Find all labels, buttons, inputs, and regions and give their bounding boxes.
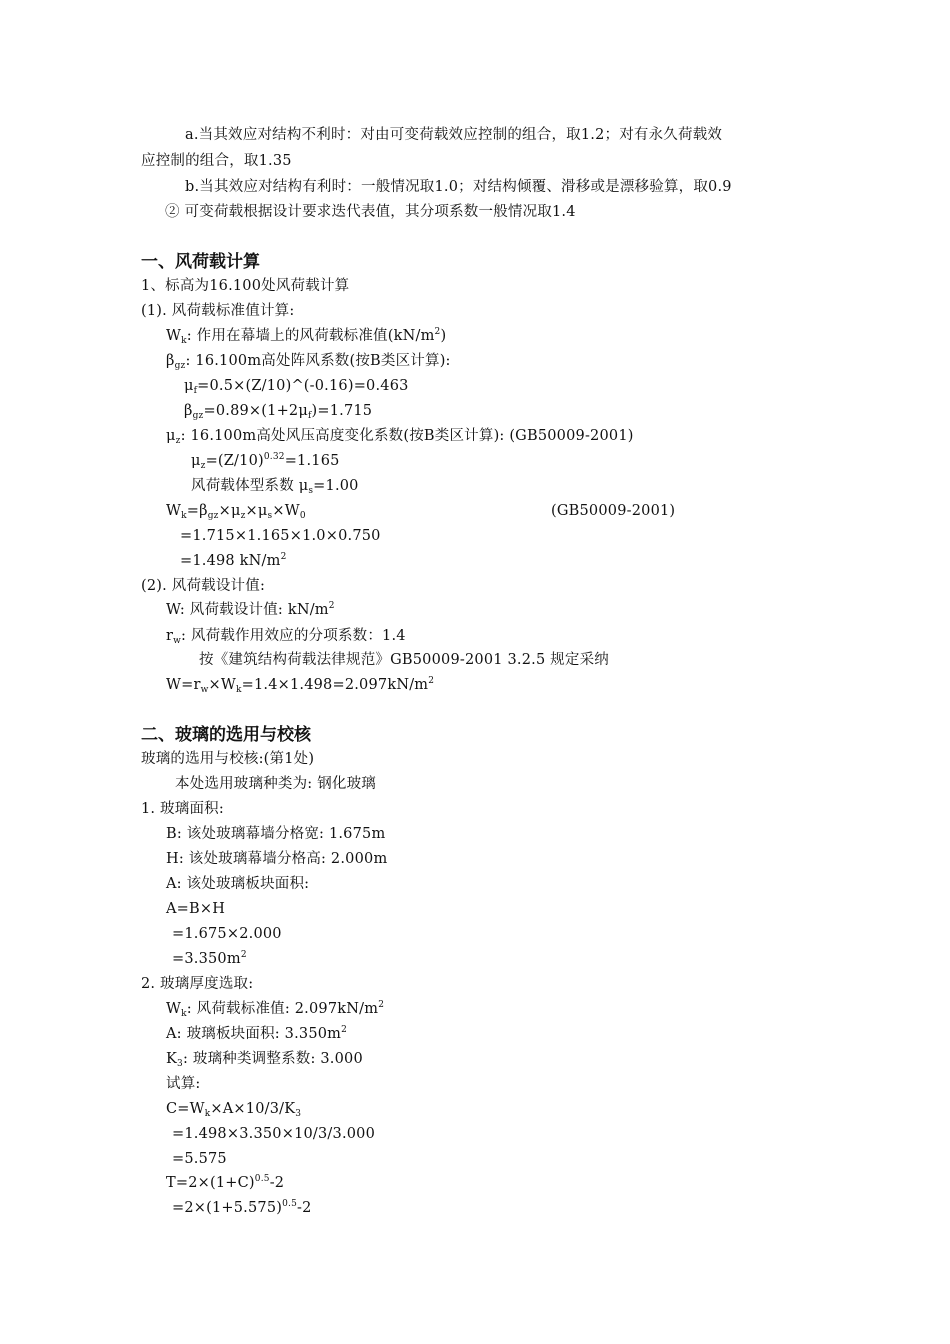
wind-sub1: 1、标高为16.100处风荷载计算 (141, 278, 350, 294)
section-heading-glass: 二、玻璃的选用与校核 (141, 725, 311, 745)
glass-s1: 1. 玻璃面积: (141, 801, 224, 817)
glass-area: A: 玻璃板块面积: $3.350m^2$ (166, 1025, 348, 1042)
intro-line-b: b.当其效应对结构有利时：一般情况取1.0；对结构倾覆、滑移或是漂移验算，取0.9 (185, 179, 732, 195)
muz-equation: $\mu_z=(Z/10)^{0.32}=1.165$ (191, 452, 340, 471)
c-formula: $C=W_k\times A\times 10/3/K_3$ (166, 1101, 302, 1119)
c-calc-2: =5.575 (172, 1151, 227, 1167)
glass-width: B: 该处玻璃幕墙分格宽: 1.675m (166, 826, 386, 842)
bgz-definition: $\beta_{gz}$: 16.100m高处阵风系数(按B类区计算): (166, 353, 451, 371)
intro-line-a1: a.当其效应对结构不利时：对由可变荷载效应控制的组合，取1.2；对有永久荷载效 (185, 127, 723, 143)
glass-area-calc-1: =1.675×2.000 (172, 926, 282, 942)
rw-reference: 按《建筑结构荷载法律规范》GB50009-2001 3.2.5 规定采纳 (199, 652, 609, 668)
rw-definition: $r_w$: 风荷载作用效应的分项系数：1.4 (166, 628, 406, 646)
wk-calc-1: =1.715×1.165×1.0×0.750 (180, 528, 381, 544)
wk-calc-2: =1.498 $kN/m^2$ (180, 552, 287, 569)
glass-area-label: A: 该处玻璃板块面积: (166, 876, 310, 892)
glass-intro: 玻璃的选用与校核:(第1处) (141, 751, 315, 767)
intro-line-a2: 应控制的组合，取1.35 (141, 153, 292, 169)
glass-area-calc-2: $=3.350m^2$ (172, 950, 247, 967)
w-formula: $W=r_w\times W_k=1.4\times 1.498=2.097kN/m^2$ (166, 676, 435, 695)
wind-p2: (2). 风荷载设计值: (141, 578, 266, 594)
wk-formula: $W_k=\beta_{gz}\times\mu_z\times\mu_s\times W_0$ (166, 503, 306, 521)
wk-definition: $W_k$: 作用在幕墙上的风荷载标准值$(kN/m^2)$ (166, 327, 447, 346)
intro-line-c: ② 可变荷载根据设计要求迭代表值，其分项系数一般情况取1.4 (165, 204, 576, 220)
glass-height: H: 该处玻璃幕墙分格高: 2.000m (166, 851, 388, 867)
bgz-equation: $\beta_{gz}=0.89\times(1+2\mu_f)=1.715$ (184, 403, 373, 421)
t-formula: $T=2\times(1+C)^{0.5}-2$ (166, 1174, 285, 1191)
wind-p1: (1). 风荷载标准值计算: (141, 303, 295, 319)
t-calc: $=2\times(1+5.575)^{0.5}-2$ (172, 1199, 312, 1216)
glass-wk: $W_k$: 风荷载标准值: $2.097kN/m^2$ (166, 1000, 385, 1019)
glass-area-formula: A=B×H (166, 901, 226, 917)
glass-s2: 2. 玻璃厚度选取: (141, 976, 254, 992)
muz-definition: $\mu_z$: 16.100m高处风压高度变化系数(按B类区计算): (GB50009-2001) (166, 428, 634, 446)
glass-type: 本处选用玻璃种类为: 钢化玻璃 (175, 776, 376, 792)
glass-trial: 试算: (166, 1076, 201, 1092)
section-heading-wind: 一、风荷载计算 (141, 252, 260, 272)
w-definition: W: 风荷载设计值: $kN/m^2$ (166, 601, 335, 618)
muf-equation: $\mu_f=0.5\times(Z/10)\^{}(-0.16)=0.463$ (184, 378, 409, 396)
mus-line: 风荷载体型系数 $\mu_s=1.00$ (191, 478, 359, 496)
glass-k3: $K_3$: 玻璃种类调整系数: 3.000 (166, 1051, 363, 1069)
c-calc-1: =1.498×3.350×10/3/3.000 (172, 1126, 376, 1142)
wk-formula-reference: (GB50009-2001) (551, 503, 676, 519)
